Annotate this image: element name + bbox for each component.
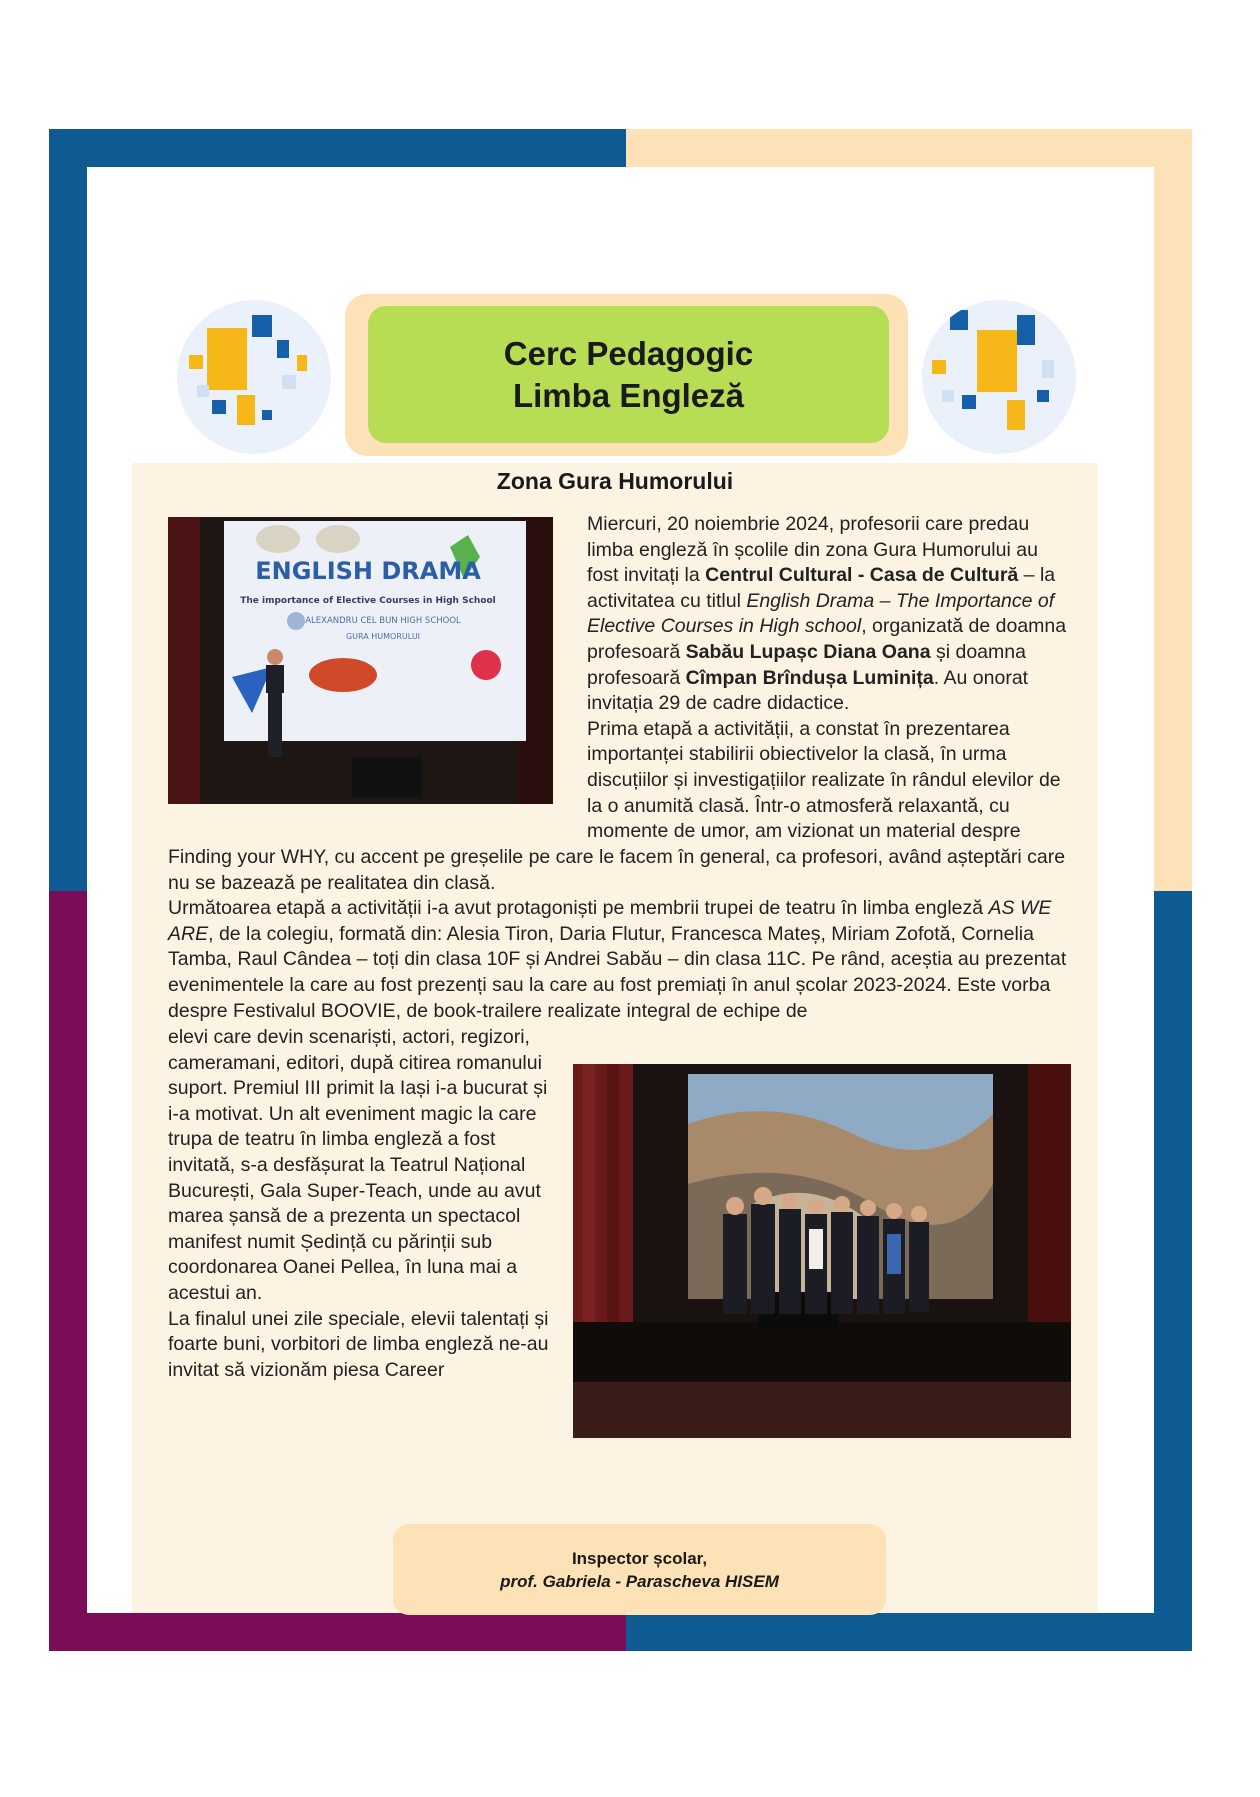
decorative-mosaic-circle-left [177, 300, 331, 454]
second-stage-text-1: Următoarea etapă a activității i-a avut protagoniști pe membrii trupei de teatru în limba engleză [168, 897, 989, 920]
intro-text-4: și doamna profesoară [587, 640, 1026, 689]
second-stage-text-2: , de la colegiu, formată din: Alesia Tiron, Daria Flutur, Francesca Mateș, Miriam Zofotă, Cornelia Tamba, Raul Cândea – toți din clasa 10F și Andrei Sabău – din clasa 11C. Pe rând, aceștia au prezentat evenimentele la care au fost prezenți sau la care au fost premiați în anul școlar 2023-2024. Este vorba despre Festivalul BOOVIE, de book-trailere realizate integral de echipe de [168, 922, 1067, 1022]
slide-school: ALEXANDRU CEL BUN HIGH SCHOOL [305, 616, 461, 626]
signature-role: Inspector școlar, [571, 1548, 708, 1568]
slide-title: ENGLISH DRAMA [255, 557, 481, 585]
paragraph-left-column [168, 1025, 560, 1383]
troupe-name: AS WE ARE [168, 897, 1052, 945]
subtitle: Zona Gura Humorului [496, 468, 734, 494]
paragraph-first-stage: Prima etapă a activității, a constat în prezentarea importanței stabilirii obiectivelor la clasă, în urma discuțiilor și investigațiilor realizate în rândul elevilor de la o anumită clasă. Într-o atmosferă relaxantă, cu momente de umor, am vizionat un material despre [587, 717, 1061, 843]
signature-box [393, 1524, 886, 1615]
slide-city: GURA HUMORULUI [345, 632, 421, 641]
photo-students-stage [573, 1064, 1071, 1438]
title-banner [368, 306, 889, 443]
intro-text-1: Miercuri, 20 noiembrie 2024, profesorii care predau limba engleză în școlile din zona Gura Humorului au fost invitați la [587, 513, 1038, 587]
paragraph-events: elevi care devin scenariști, actori, regizori, cameramani, editori, după citirea romanului suport. Premiul III primit la Iași i-a bucurat și i-a motivat. Un alt eveniment magic la care trupa de teatru în limba engleză a fost invitată, s-a desfășurat la Teatrul Național București, Gala Super-Teach, unde au avut marea șansă de a prezenta un spectacol manifest numit Ședință cu părinții sub coordonarea Oanei Pellea, în luna mai a acestui an. [168, 1026, 548, 1304]
paragraph-intro [587, 512, 1067, 845]
signature-name: prof. Gabriela - Parascheva HISEM [500, 1571, 779, 1591]
venue-name: Centrul Cultural - Casa de Cultură [705, 564, 1019, 587]
paragraph-finding-why: Finding your WHY, cu accent pe greșelile pe care le facem în general, ca profesori, având așteptări care nu se bazează pe realitatea din clasă. [168, 846, 1066, 894]
paragraph-finale: La finalul unei zile speciale, elevii talentați și foarte buni, vorbitori de limba engleză ne-au invitat să vizionăm piesa Career [168, 1307, 549, 1381]
activity-title: English Drama – The Importance of Elective Courses in High school [587, 589, 1055, 638]
intro-text-5: . Au onorat invitația 29 de cadre didactice. [587, 666, 1029, 715]
organizer-2: Cîmpan Brîndușa Luminița [685, 666, 934, 689]
slide-subtitle: The importance of Elective Courses in High School [240, 596, 496, 606]
title-line-1: Cerc Pedagogic [503, 334, 754, 372]
photo-presentation [168, 517, 553, 804]
title-line-2: Limba Engleză [512, 376, 745, 414]
decorative-mosaic-circle-right [922, 300, 1076, 454]
intro-text-2: – la activitatea cu titlul [587, 564, 1056, 612]
organizer-1: Sabău Lupașc Diana Oana [685, 640, 931, 663]
intro-text-3: , organizată de doamna profesoară [587, 615, 1067, 663]
paragraph-middle [168, 845, 1080, 1024]
